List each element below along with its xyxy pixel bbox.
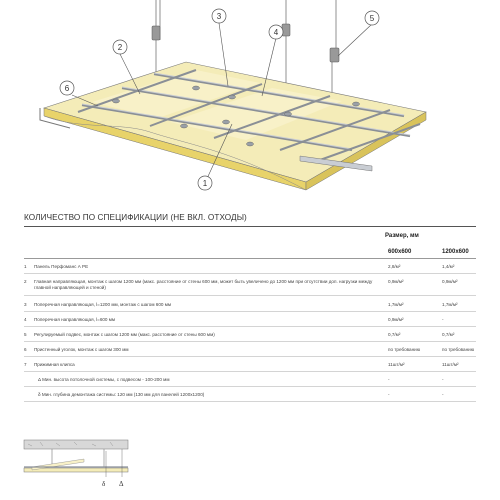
row-number: 2 bbox=[24, 279, 27, 284]
row-value-600: - bbox=[388, 392, 390, 397]
row-number: 5 bbox=[24, 332, 27, 337]
callout-6-label: 6 bbox=[64, 84, 70, 93]
row-number: 6 bbox=[24, 347, 27, 352]
callout-5 bbox=[365, 11, 379, 25]
row-description: Поперечная направляющая, l=1200 мм, монтаж с шагом 600 мм bbox=[34, 302, 172, 307]
row-value-600: 2,8/м² bbox=[388, 264, 401, 269]
row-divider bbox=[24, 356, 476, 357]
callout-3 bbox=[212, 9, 226, 23]
row-value-1200: 0,9м/м² bbox=[442, 279, 458, 284]
row-number: 3 bbox=[24, 302, 27, 307]
row-value-600: - bbox=[388, 377, 390, 382]
row-divider bbox=[24, 371, 476, 372]
row-value-1200: - bbox=[442, 392, 444, 397]
row-description: δ Мин. глубина демонтажа системы: 120 мм (130 мм для панелей 1200x1200) bbox=[38, 392, 205, 397]
row-divider bbox=[24, 295, 476, 296]
row-description: Δ Мин. высота потолочной системы, с подвесом - 100-200 мм bbox=[38, 377, 170, 382]
row-divider bbox=[24, 341, 476, 342]
row-number: 1 bbox=[24, 264, 27, 269]
row-divider bbox=[24, 311, 476, 312]
row-divider bbox=[24, 401, 476, 402]
row-description: Панель Перфоманс А РЕ bbox=[34, 264, 89, 269]
row-value-600: 11шт/м² bbox=[388, 362, 405, 367]
row-value-1200: 1,4/м² bbox=[442, 264, 455, 269]
detail-delta-large: Δ bbox=[119, 480, 124, 488]
column-header-600: 600x600 bbox=[388, 249, 412, 255]
section-detail-drawing bbox=[22, 437, 132, 492]
row-divider bbox=[24, 326, 476, 327]
row-description: Поперечная направляющая, l=600 мм bbox=[34, 317, 116, 322]
ceiling-system-illustration bbox=[0, 0, 500, 205]
row-value-1200: - bbox=[442, 317, 444, 322]
callout-5-label: 5 bbox=[369, 14, 375, 23]
header-divider bbox=[24, 258, 476, 259]
callout-2-label: 2 bbox=[117, 43, 123, 52]
spec-title-divider bbox=[24, 226, 476, 227]
spec-title: КОЛИЧЕСТВО ПО СПЕЦИФИКАЦИИ (НЕ ВКЛ. ОТХОДЫ) bbox=[24, 213, 247, 222]
column-header-1200: 1200x600 bbox=[442, 249, 469, 255]
size-header: Размер, мм bbox=[385, 233, 419, 239]
callout-4-label: 4 bbox=[273, 28, 279, 37]
callout-1 bbox=[198, 176, 212, 190]
row-number: 4 bbox=[24, 317, 27, 322]
row-value-1200: 1,7м/м² bbox=[442, 302, 458, 307]
row-divider bbox=[24, 386, 476, 387]
detail-delta-small: δ bbox=[102, 480, 106, 488]
row-description: Пристенный уголок, монтаж с шагом 300 мм bbox=[34, 347, 129, 352]
callout-2 bbox=[113, 40, 127, 54]
row-value-600: 0,7/м² bbox=[388, 332, 401, 337]
row-number: 7 bbox=[24, 362, 27, 367]
row-value-1200: - bbox=[442, 377, 444, 382]
row-description: Регулируемый подвес, монтаж с шагом 1200 мм (макс. расстояние от стены 600 мм) bbox=[34, 332, 215, 337]
row-value-1200: по требованию bbox=[442, 347, 475, 352]
callout-3-label: 3 bbox=[216, 12, 222, 21]
row-description: Прижимная клипса bbox=[34, 362, 75, 367]
row-value-1200: 11шт/м² bbox=[442, 362, 459, 367]
row-description: Главная направляющая, монтаж с шагом 1200 мм (макс. расстояние от стены 600 мм, может быть увеличено до 1200 мм при отсутствии доп. нагрузки между главной направляющей и стеной) bbox=[34, 279, 373, 290]
row-value-600: 1,7м/м² bbox=[388, 302, 404, 307]
row-value-600: по требованию bbox=[388, 347, 421, 352]
row-divider bbox=[24, 273, 476, 274]
slab bbox=[24, 440, 128, 449]
hanger-clips bbox=[152, 24, 339, 62]
callout-6 bbox=[60, 81, 74, 95]
row-value-1200: 0,7/м² bbox=[442, 332, 455, 337]
row-value-600: 0,9м/м² bbox=[388, 279, 404, 284]
row-value-600: 0,9м/м² bbox=[388, 317, 404, 322]
callout-4 bbox=[269, 25, 283, 39]
callout-1-label: 1 bbox=[202, 179, 208, 188]
